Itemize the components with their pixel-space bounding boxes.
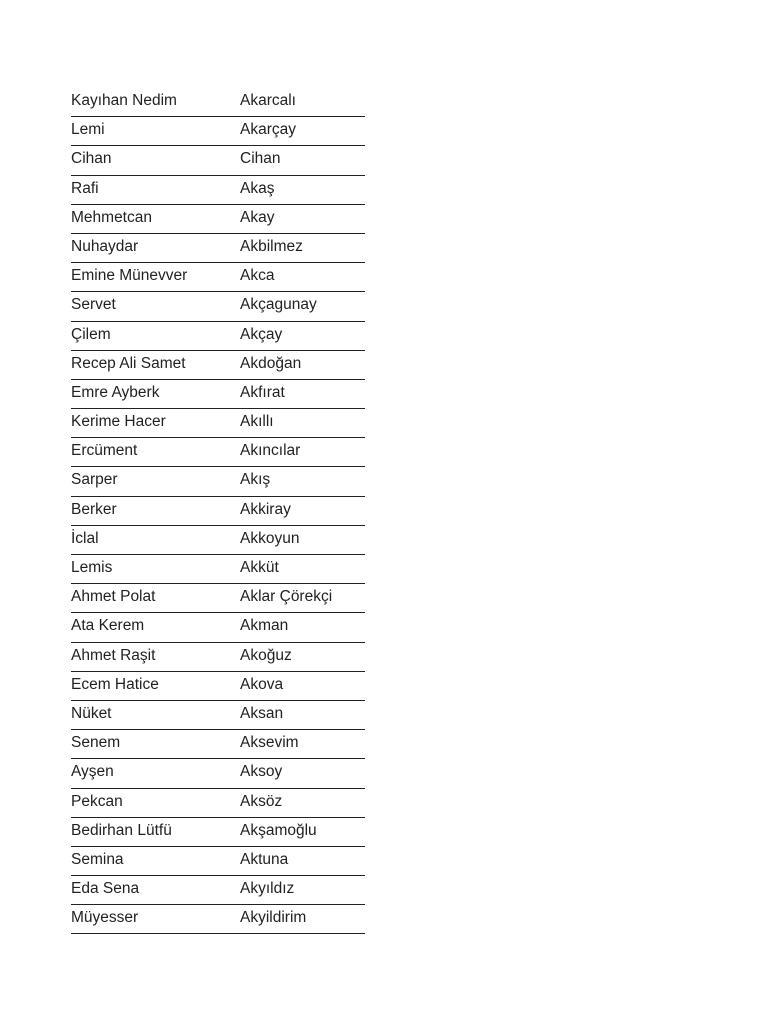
table-row xyxy=(71,555,365,584)
first-name-cell: Sarper xyxy=(71,471,118,489)
table-row xyxy=(71,176,365,205)
table-row xyxy=(71,818,365,847)
first-name-cell: Servet xyxy=(71,296,116,314)
table-row xyxy=(71,905,365,934)
last-name-cell: Aksevim xyxy=(240,734,299,752)
first-name-cell: Senem xyxy=(71,734,121,752)
last-name-cell: Akbilmez xyxy=(240,237,303,255)
table-row xyxy=(71,847,365,876)
first-name-cell: Bedirhan Lütfü xyxy=(71,821,172,839)
table-row xyxy=(71,701,365,730)
table-row xyxy=(71,876,365,905)
last-name-cell: Akkoyun xyxy=(240,529,300,547)
last-name-cell: Akıllı xyxy=(240,413,274,431)
table-row xyxy=(71,351,365,380)
last-name-cell: Akova xyxy=(240,675,284,693)
last-name-cell: Akyıldız xyxy=(240,880,295,898)
first-name-cell: Çilem xyxy=(71,325,111,343)
last-name-cell: Aksoy xyxy=(240,763,283,781)
last-name-cell: Aksöz xyxy=(240,792,283,810)
table-row xyxy=(71,146,365,175)
first-name-cell: Berker xyxy=(71,500,117,518)
last-name-cell: Akarçay xyxy=(240,121,296,139)
table-row xyxy=(71,526,365,555)
first-name-cell: Nuhaydar xyxy=(71,237,139,255)
table-row xyxy=(71,380,365,409)
table-row xyxy=(71,789,365,818)
last-name-cell: Aksan xyxy=(240,704,284,722)
table-row xyxy=(71,292,365,321)
first-name-cell: Emine Münevver xyxy=(71,267,188,285)
first-name-cell: Ercüment xyxy=(71,442,138,460)
table-row xyxy=(71,88,365,117)
last-name-cell: Akca xyxy=(240,267,275,285)
first-name-cell: Kerime Hacer xyxy=(71,413,166,431)
table-row xyxy=(71,584,365,613)
table-row xyxy=(71,497,365,526)
table-row xyxy=(71,672,365,701)
table-row xyxy=(71,438,365,467)
last-name-cell: Akman xyxy=(240,617,289,635)
first-name-cell: Recep Ali Samet xyxy=(71,354,186,372)
table-row xyxy=(71,322,365,351)
first-name-cell: Nüket xyxy=(71,704,112,722)
name-table xyxy=(71,88,365,934)
first-name-cell: Semina xyxy=(71,850,124,868)
last-name-cell: Cihan xyxy=(240,150,281,168)
first-name-cell: Ahmet Polat xyxy=(71,588,156,606)
first-name-cell: Eda Sena xyxy=(71,880,140,898)
first-name-cell: Ayşen xyxy=(71,763,114,781)
table-row xyxy=(71,205,365,234)
last-name-cell: Akfırat xyxy=(240,383,285,401)
table-row xyxy=(71,234,365,263)
first-name-cell: Cihan xyxy=(71,150,112,168)
first-name-cell: Mehmetcan xyxy=(71,208,152,226)
first-name-cell: İclal xyxy=(71,529,99,547)
first-name-cell: Pekcan xyxy=(71,792,123,810)
last-name-cell: Akış xyxy=(240,471,271,489)
last-name-cell: Akaş xyxy=(240,179,275,197)
last-name-cell: Akkiray xyxy=(240,500,291,518)
last-name-cell: Akıncılar xyxy=(240,442,301,460)
last-name-cell: Akdoğan xyxy=(240,354,302,372)
last-name-cell: Akoğuz xyxy=(240,646,292,664)
first-name-cell: Rafi xyxy=(71,179,99,197)
table-row xyxy=(71,467,365,496)
last-name-cell: Akçay xyxy=(240,325,283,343)
table-row xyxy=(71,613,365,642)
last-name-cell: Akçagunay xyxy=(240,296,317,314)
last-name-cell: Aktuna xyxy=(240,850,289,868)
first-name-cell: Ahmet Raşit xyxy=(71,646,156,664)
table-row xyxy=(71,759,365,788)
table-row xyxy=(71,643,365,672)
first-name-cell: Ecem Hatice xyxy=(71,675,159,693)
first-name-cell: Emre Ayberk xyxy=(71,383,160,401)
table-row xyxy=(71,263,365,292)
last-name-cell: Akşamoğlu xyxy=(240,821,317,839)
table-row xyxy=(71,117,365,146)
table-row xyxy=(71,409,365,438)
last-name-cell: Akarcalı xyxy=(240,92,296,109)
first-name-cell: Kayıhan Nedim xyxy=(71,92,177,109)
first-name-cell: Müyesser xyxy=(71,909,139,927)
last-name-cell: Aklar Çörekçi xyxy=(240,588,333,606)
last-name-cell: Akyildirim xyxy=(240,909,307,927)
first-name-cell: Lemi xyxy=(71,121,105,139)
last-name-cell: Akay xyxy=(240,208,275,226)
first-name-cell: Ata Kerem xyxy=(71,617,145,635)
first-name-cell: Lemis xyxy=(71,559,113,576)
last-name-cell: Akküt xyxy=(240,559,279,576)
table-row xyxy=(71,730,365,759)
